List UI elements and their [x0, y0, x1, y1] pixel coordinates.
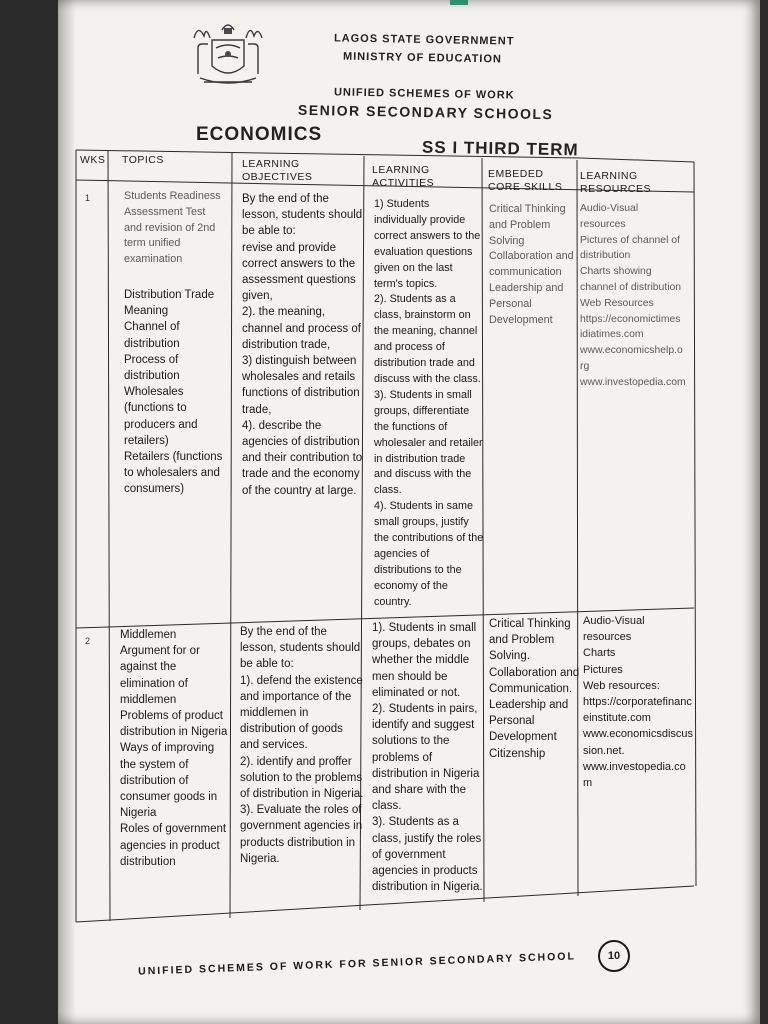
- column-header-skills: EMBEDED CORE SKILLS: [488, 168, 563, 193]
- row2-week: 2: [85, 636, 91, 646]
- row1-objectives: By the end of the lesson, students should be able to: revise and provide correct answers to the assessment questions given, 2). the meaning, channel and process of distribution trade, 3) distinguish between wholesales and retails functions of distribution trade, 4). describe the agencies of distribution and their contribution to trade and the economy of the country at large.: [242, 193, 363, 497]
- row2-resources: Audio-Visual resources Charts Pictures Web resources: https://corporatefinanc einstitute.com www.economicsdiscus sion.net. www.investopedia.co m: [583, 615, 694, 790]
- column-header-activities: LEARNING ACTIVITIES: [372, 164, 435, 189]
- school-level-heading: SENIOR SECONDARY SCHOOLS: [297, 101, 554, 123]
- unified-schemes-heading: UNIFIED SCHEMES OF WORK: [333, 86, 515, 102]
- government-heading: LAGOS STATE GOVERNMENT: [333, 32, 515, 48]
- row1-topics-intro: Students Readiness Assessment Test and revision of 2nd term unified examination: [124, 190, 221, 266]
- row1-week: 1: [85, 193, 91, 203]
- page-number: 10: [598, 940, 630, 972]
- row2-activities: 1). Students in small groups, debates on whether the middle men should be eliminated or not. 2). Students in pairs, identify and suggest solutions to the problems of distribution in Nigeria and share with the class. 3). Students as a class, justify the roles of government agencies in products distribution in Nigeria.: [372, 622, 483, 894]
- column-header-topics: TOPICS: [122, 154, 164, 166]
- subject-title: ECONOMICS: [196, 124, 323, 145]
- row1-resources: Audio-Visual resources Pictures of channel of distribution Charts showing channel of distribution Web Resources https://economictimes idiatimes.com www.economicshelp.o rg www.investopedia.com: [580, 203, 686, 388]
- row2-skills: Critical Thinking and Problem Solving. Collaboration and Communication. Leadership and Personal Development Citizenship: [489, 618, 580, 760]
- column-header-wks: WKS: [80, 154, 106, 166]
- row2-topics: Middlemen Argument for or against the elimination of middlemen Problems of product distribution in Nigeria Ways of improving the system of distribution of consumer goods in Nigeria Roles of government agencies in product distribution: [120, 629, 228, 868]
- footer-text: UNIFIED SCHEMES OF WORK FOR SENIOR SECONDARY SCHOOL: [137, 950, 577, 978]
- column-header-objectives: LEARNING OBJECTIVES: [242, 158, 313, 183]
- row2-objectives: By the end of the lesson, students should be able to: 1). defend the existence and importance of the middlemen in distribution of goods and services. 2). identify and proffer solution to the problems of distribution in Nigeria. 3). Evaluate the roles of government agencies in products distribution in Nigeria.: [240, 626, 364, 865]
- row1-topics: Distribution Trade Meaning Channel of distribution Process of distribution Wholesales (functions to producers and retailers) Retailers (functions to wholesalers and consumers): [124, 289, 223, 496]
- document-page: [58, 0, 760, 1024]
- ministry-heading: MINISTRY OF EDUCATION: [342, 50, 503, 66]
- column-header-resources: LEARNING RESOURCES: [580, 170, 652, 195]
- row1-activities: 1) Students individually provide correct answers to the evaluation questions given on the last term's topics. 2). Students as a class, brainstorm on the meaning, channel and process of distribution trade and discuss with the class. 3). Students in small groups, differentiate the functions of wholesaler and retailer in distribution trade and discuss with the class. 4). Students in same small groups, justify the contributions of the agencies of distributions to the economy of the country.: [374, 198, 484, 608]
- term-title: SS I THIRD TERM: [421, 137, 579, 160]
- row1-skills: Critical Thinking and Problem Solving Collaboration and communication Leadership and Personal Development: [489, 203, 574, 326]
